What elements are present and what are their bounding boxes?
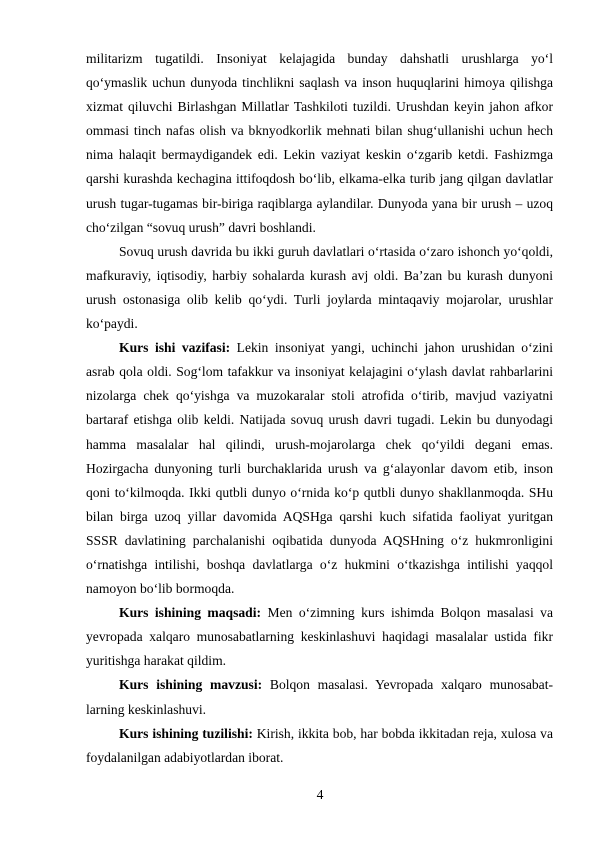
paragraph-6-text: Kirish, ikkita bob, har bobda ikkitadan reja, xulosa va foydalanilgan adabiyotlardan iborat.	[86, 725, 553, 765]
paragraph-3	[86, 336, 553, 601]
paragraph-4-text: Men o‘zimning kurs ishimda Bolqon masalasi va yevropada xalqaro munosabatlarning keskinlashuvi haqidagi masalalar ustida fikr yuritishga harakat qildim.	[86, 605, 554, 669]
paragraph-5	[86, 673, 553, 721]
paragraph-5-lead: Kurs ishining mavzusi:	[119, 677, 263, 693]
paragraph-2-text: Sovuq urush davrida bu ikki guruh davlatlari o‘rtasida o‘zaro ishonch yo‘qoldi, mafkuraviy, iqtisodiy, harbiy sohalarda kurash avj oldi. Ba’zan bu kurash dunyoni urush ostonasiga olib kelib qo‘ydi. Turli joylarda mintaqaviy mojarolar, urushlar ko‘paydi.	[86, 243, 553, 332]
paragraph-1-text: militarizm tugatildi. Insoniyat kelajagida bunday dahshatli urushlarga yo‘l qo‘ymaslik uchun dunyoda tinchlikni saqlash va inson huquqlarini himoya qilishga xizmat qiluvchi Birlashgan Millatlar Tashkiloti tuzildi. Urushdan keyin jahon afkor ommasi tinch nafas olish va bknyodkorlik mehnati bilan shug‘ullanishi uchun hech nima halaqit bermaydigandek edi. Lekin vaziyat keskin o‘zgarib ketdi. Fashizmga qarshi kurashda kechagina ittifoqdosh bo‘lib, elkama-elka turib jang qilgan davlatlar urush tugar-tugamas bir-biriga raqiblarga aylandilar. Dunyoda yana bir urush – uzoq cho‘zilgan “sovuq urush” davri boshlandi.	[86, 51, 553, 235]
page-number: 4	[316, 787, 324, 802]
paragraph-3-text: Lekin insoniyat yangi, uchinchi jahon urushidan o‘zini asrab qola oldi. Sog‘lom tafakkur va insoniyat kelajagini o‘ylash davlat rahbarlarini nizolarga chek qo‘yishga va muzokaralar stoli atrofida o‘tirib, mavjud vaziyatni bartaraf etishga olib keldi. Natijada sovuq urush davri tugadi. Lekin bu dunyodagi hamma masalalar hal qilindi, urush-mojarolarga chek qo‘yildi degani emas. Hozirgacha dunyoning turli burchaklarida urush va g‘alayonlar davom etib, inson qoni to‘kilmoqda. Ikki qutbli dunyo o‘rnida ko‘p qutbli dunyo shakllanmoqda. SHu bilan birga uzoq yillar davomida AQSHga qarshi kuch sifatida faoliyat yuritgan SSSR davlatining parchalanishi oqibatida dunyoda AQSHning o‘z hukmronligini o‘rnatishga intilishi, boshqa davlatlarga o‘z hukmini o‘tkazishga intilishi yaqqol namoyon bo‘lib bormoqda.	[86, 340, 553, 597]
paragraph-4	[86, 601, 553, 673]
paragraph-5-text: Bolqon masalasi. Yevropada xalqaro munosabat-larning keskinlashuvi.	[86, 677, 553, 717]
paragraph-6	[86, 722, 553, 770]
paragraph-6-lead: Kurs ishining tuzilishi:	[119, 725, 253, 741]
paragraph-1	[86, 47, 553, 240]
paragraph-2	[86, 240, 553, 336]
paragraph-4-lead: Kurs ishining maqsadi:	[119, 605, 262, 621]
paragraph-3-lead: Kurs ishi vazifasi:	[119, 340, 231, 356]
page-body	[86, 47, 553, 770]
